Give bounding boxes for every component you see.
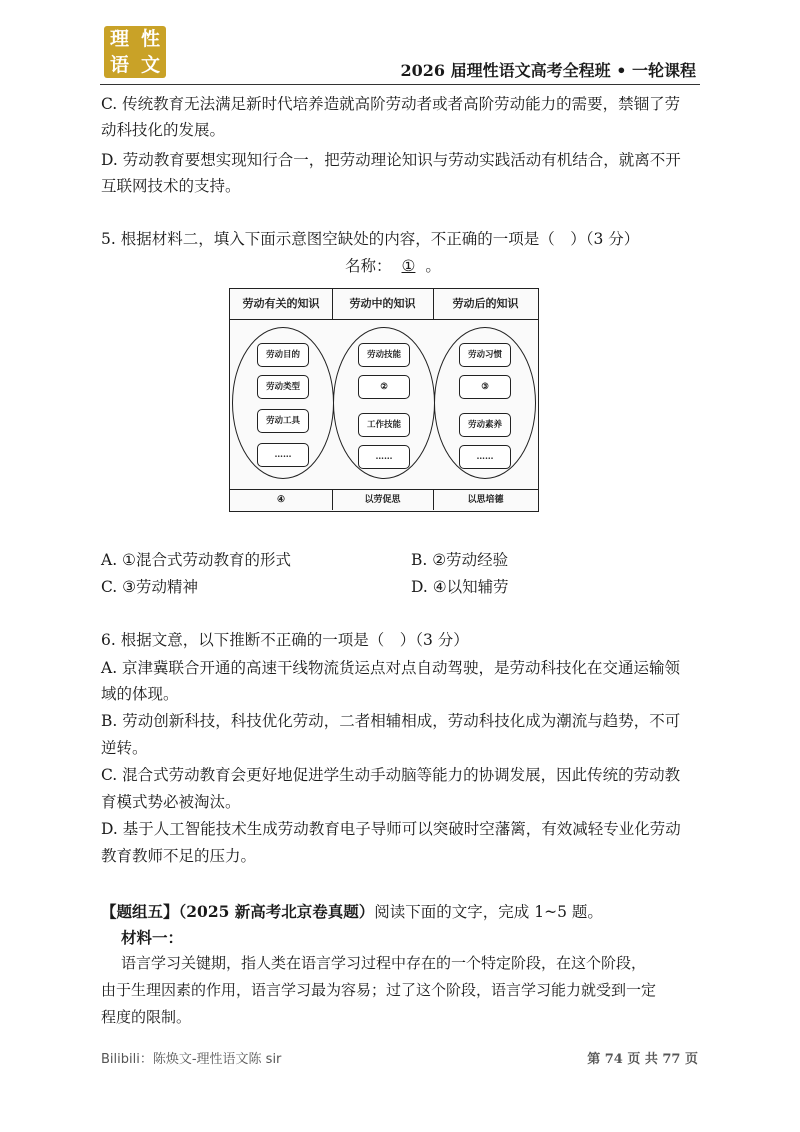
caption-prefix: 名称： bbox=[345, 257, 392, 275]
logo-char: 理 bbox=[109, 28, 129, 50]
diagram-bottom-cell: 以劳促思 bbox=[332, 490, 434, 510]
question-5-stem: 5. 根据材料二，填入下面示意图空缺处的内容，不正确的一项是（ ）（3 分） bbox=[101, 230, 640, 248]
diagram-box: 劳动工具 bbox=[257, 409, 309, 433]
diagram-box: …… bbox=[257, 443, 309, 467]
body-line: 动科技化的发展。 bbox=[101, 121, 226, 139]
body-line: D. 基于人工智能技术生成劳动教育电子导师可以突破时空藩篱，有效减轻专业化劳动 bbox=[101, 820, 681, 838]
diagram-box: 劳动素养 bbox=[459, 413, 511, 437]
caption-blank: ① bbox=[401, 257, 416, 275]
diagram-bottom-row bbox=[230, 489, 538, 510]
logo-char: 文 bbox=[140, 54, 160, 76]
diagram-box: …… bbox=[358, 445, 410, 469]
logo-char: 语 bbox=[109, 54, 129, 76]
question-group-heading bbox=[101, 900, 603, 922]
material-line: 程度的限制。 bbox=[101, 1008, 192, 1026]
body-line: B. 劳动创新科技，科技优化劳动，二者相辅相成，劳动科技化成为潮流与趋势，不可 bbox=[101, 712, 681, 730]
option-d: D. ④以知辅劳 bbox=[411, 578, 509, 596]
diagram-box: ② bbox=[358, 375, 410, 399]
knowledge-diagram bbox=[229, 288, 539, 512]
brand-logo bbox=[104, 26, 166, 78]
diagram-header: 劳动有关的知识 bbox=[230, 289, 333, 319]
body-line: A. 京津冀联合开通的高速干线物流货运点对点自动驾驶，是劳动科技化在交通运输领 bbox=[101, 659, 681, 677]
diagram-box: 劳动习惯 bbox=[459, 343, 511, 367]
diagram-box: 劳动目的 bbox=[257, 343, 309, 367]
diagram-box: …… bbox=[459, 445, 511, 469]
page-header-title: 2026 届理性语文高考全程班 • 一轮课程 bbox=[400, 61, 696, 80]
material-line: 语言学习关键期，指人类在语言学习过程中存在的一个特定阶段，在这个阶段， bbox=[121, 954, 647, 972]
body-line: 逆转。 bbox=[101, 739, 148, 757]
diagram-box: 劳动类型 bbox=[257, 375, 309, 399]
body-line: 域的体现。 bbox=[101, 685, 179, 703]
diagram-caption bbox=[345, 254, 441, 276]
body-line: 教育教师不足的压力。 bbox=[101, 847, 257, 865]
diagram-header: 劳动后的知识 bbox=[452, 297, 519, 310]
group-instruction: 阅读下面的文字，完成 1~5 题。 bbox=[374, 903, 603, 921]
diagram-header: 劳动中的知识 bbox=[332, 289, 434, 319]
body-line: 育模式势必被淘汰。 bbox=[101, 793, 241, 811]
body-line: C. 传统教育无法满足新时代培养造就高阶劳动者或者高阶劳动能力的需要，禁锢了劳 bbox=[101, 95, 681, 113]
question-6-stem: 6. 根据文意，以下推断不正确的一项是（ ）（3 分） bbox=[101, 631, 469, 649]
diagram-header-row bbox=[230, 289, 538, 320]
option-b: B. ②劳动经验 bbox=[411, 551, 509, 569]
logo-char: 性 bbox=[140, 28, 160, 50]
diagram-bottom-cell: 以思培德 bbox=[467, 495, 504, 505]
page-number: 第 74 页 共 77 页 bbox=[587, 1052, 698, 1067]
body-line: D. 劳动教育要想实现知行合一，把劳动理论知识与劳动实践活动有机结合，就离不开 bbox=[101, 151, 681, 169]
diagram-bottom-cell: ④ bbox=[230, 490, 333, 510]
diagram-box: 劳动技能 bbox=[358, 343, 410, 367]
material-title: 材料一： bbox=[121, 928, 184, 947]
option-c: C. ③劳动精神 bbox=[101, 578, 199, 596]
caption-suffix: 。 bbox=[425, 257, 441, 275]
header-divider bbox=[100, 84, 700, 85]
body-line: C. 混合式劳动教育会更好地促进学生动手动脑等能力的协调发展，因此传统的劳动教 bbox=[101, 766, 681, 784]
body-line: 互联网技术的支持。 bbox=[101, 177, 241, 195]
group-label: 【题组五】（2025 新高考北京卷真题） bbox=[101, 902, 375, 921]
footer-source: Bilibili：陈焕文-理性语文陈 sir bbox=[101, 1052, 282, 1067]
option-a: A. ①混合式劳动教育的形式 bbox=[101, 551, 291, 569]
diagram-box: ③ bbox=[459, 375, 511, 399]
diagram-box: 工作技能 bbox=[358, 413, 410, 437]
material-line: 由于生理因素的作用，语言学习最为容易；过了这个阶段，语言学习能力就受到一定 bbox=[101, 981, 657, 999]
